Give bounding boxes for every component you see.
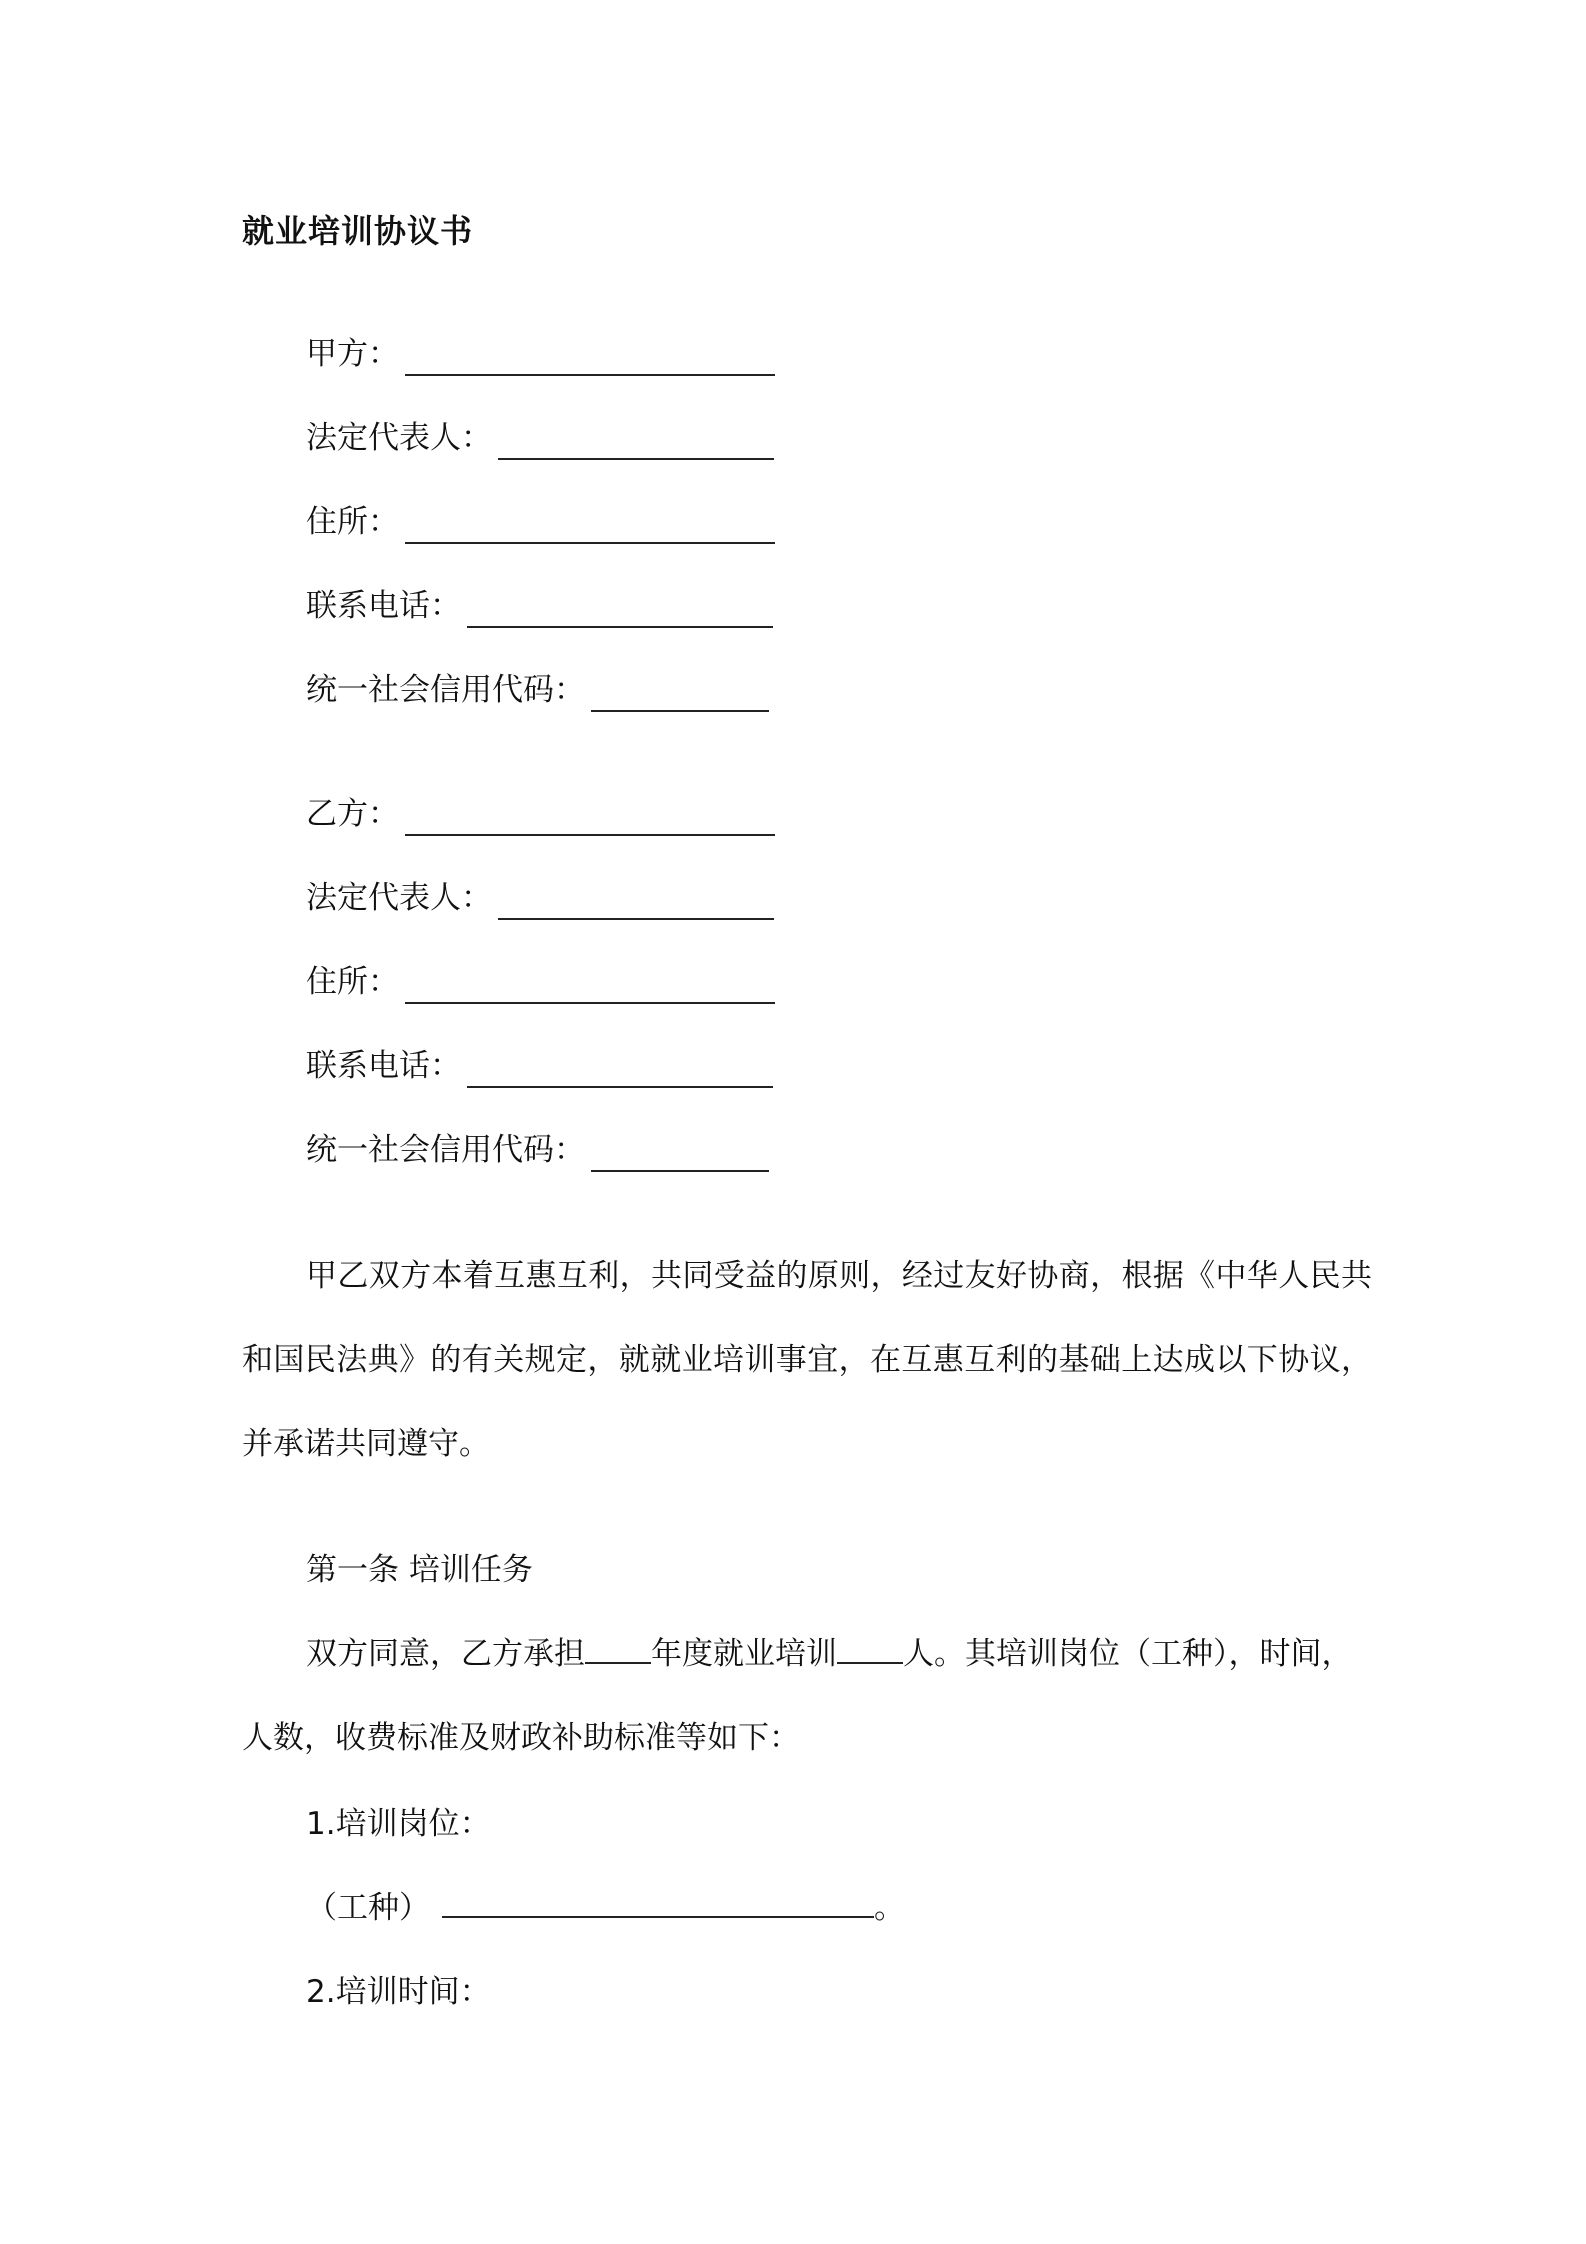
item-1-sub-line <box>306 1886 905 1930</box>
party-a-blank[interactable] <box>405 338 775 376</box>
party-a-phone-label: 联系电话： <box>306 588 461 624</box>
year-blank[interactable] <box>585 1632 651 1664</box>
party-b-rep-label: 法定代表人： <box>306 880 492 916</box>
party-a-phone-blank[interactable] <box>467 590 773 628</box>
party-b-field <box>306 792 775 836</box>
party-a-phone-field <box>306 584 773 628</box>
party-b-phone-field <box>306 1044 773 1088</box>
item-2-label: 2.培训时间： <box>306 1974 491 2010</box>
party-a-field <box>306 332 775 376</box>
party-a-address-label: 住所： <box>306 504 399 540</box>
article-1-text-line1 <box>306 1632 1353 1676</box>
article-1-text-part1: 双方同意，乙方承担 <box>306 1636 585 1672</box>
party-b-rep-blank[interactable] <box>498 882 774 920</box>
party-b-rep-field <box>306 876 774 920</box>
party-a-credit-blank[interactable] <box>591 674 769 712</box>
party-a-rep-label: 法定代表人： <box>306 420 492 456</box>
party-a-credit-label: 统一社会信用代码： <box>306 672 585 708</box>
preamble-paragraph: 甲乙双方本着互惠互利，共同受益的原则，经过友好协商，根据《中华人民共和国民法典》的有关规定，就就业培训事宜，在互惠互利的基础上达成以下协议，并承诺共同遵守。 <box>242 1258 1372 1462</box>
party-b-credit-field <box>306 1128 769 1172</box>
item-1-label: 1.培训岗位： <box>306 1806 491 1842</box>
party-b-credit-blank[interactable] <box>591 1134 769 1172</box>
party-a-address-blank[interactable] <box>405 506 775 544</box>
item-1-sub-label: （工种） <box>306 1890 430 1926</box>
party-b-address-label: 住所： <box>306 964 399 1000</box>
trainee-count-blank[interactable] <box>837 1632 903 1664</box>
party-a-label: 甲方： <box>306 336 399 372</box>
document-title: 就业培训协议书 <box>242 212 474 250</box>
article-1-text-part2: 年度就业培训 <box>651 1636 837 1672</box>
article-1-text-line2: 人数，收费标准及财政补助标准等如下： <box>242 1720 800 1756</box>
article-1-text-part3: 人。其培训岗位（工种），时间， <box>903 1636 1353 1672</box>
party-b-label: 乙方： <box>306 796 399 832</box>
party-b-credit-label: 统一社会信用代码： <box>306 1132 585 1168</box>
party-b-address-field <box>306 960 775 1004</box>
job-type-blank[interactable] <box>442 1886 874 1918</box>
item-1-end: 。 <box>874 1890 905 1926</box>
party-a-rep-field <box>306 416 774 460</box>
article-1-heading: 第一条 培训任务 <box>306 1552 533 1588</box>
party-a-rep-blank[interactable] <box>498 422 774 460</box>
party-b-address-blank[interactable] <box>405 966 775 1004</box>
party-a-credit-field <box>306 668 769 712</box>
party-b-phone-blank[interactable] <box>467 1050 773 1088</box>
party-a-address-field <box>306 500 775 544</box>
party-b-phone-label: 联系电话： <box>306 1048 461 1084</box>
party-b-blank[interactable] <box>405 798 775 836</box>
